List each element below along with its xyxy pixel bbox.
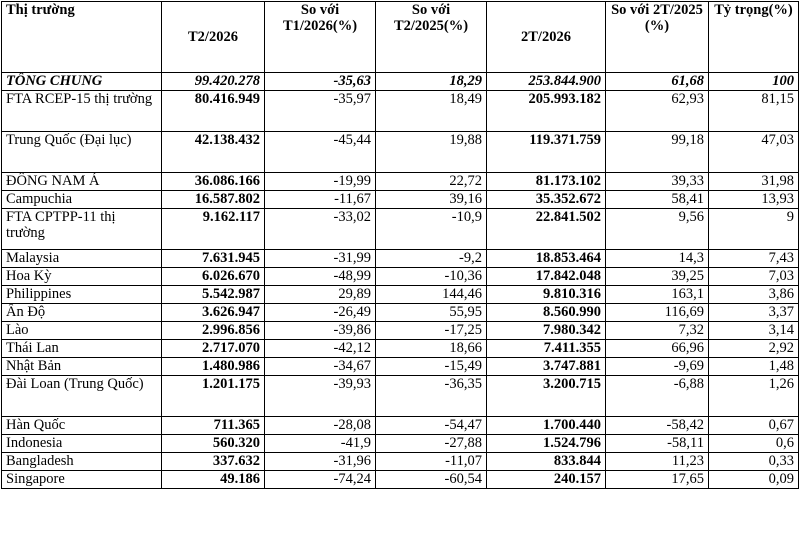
cell-t2-2026: 2.717.070 <box>162 340 265 358</box>
header-vs-t1-2026: So với T1/2026(%) <box>265 2 376 73</box>
cell-t2-2026: 7.631.945 <box>162 250 265 268</box>
cell-market: ĐÔNG NAM Á <box>2 173 162 191</box>
cell-vs-2t-2025: -58,42 <box>606 417 709 435</box>
cell-vs-t2-2025: 18,29 <box>376 73 487 91</box>
cell-2t-2026: 17.842.048 <box>487 268 606 286</box>
cell-share: 13,93 <box>709 191 799 209</box>
cell-t2-2026: 9.162.117 <box>162 209 265 250</box>
cell-vs-t1-2026: -35,63 <box>265 73 376 91</box>
cell-market: Indonesia <box>2 435 162 453</box>
cell-2t-2026: 240.157 <box>487 471 606 489</box>
cell-vs-t2-2025: -9,2 <box>376 250 487 268</box>
table-row <box>2 376 799 417</box>
table-row <box>2 191 799 209</box>
cell-vs-t1-2026: 29,89 <box>265 286 376 304</box>
table-row <box>2 268 799 286</box>
table-header-row <box>2 2 799 73</box>
cell-vs-t2-2025: 39,16 <box>376 191 487 209</box>
cell-t2-2026: 36.086.166 <box>162 173 265 191</box>
cell-vs-t2-2025: -60,54 <box>376 471 487 489</box>
cell-t2-2026: 5.542.987 <box>162 286 265 304</box>
cell-t2-2026: 2.996.856 <box>162 322 265 340</box>
cell-2t-2026: 833.844 <box>487 453 606 471</box>
header-share: Tỷ trọng(%) <box>709 2 799 73</box>
cell-vs-t1-2026: -39,86 <box>265 322 376 340</box>
cell-vs-2t-2025: 11,23 <box>606 453 709 471</box>
cell-share: 3,14 <box>709 322 799 340</box>
table-body <box>2 73 799 489</box>
cell-t2-2026: 1.201.175 <box>162 376 265 417</box>
cell-vs-2t-2025: 99,18 <box>606 132 709 173</box>
cell-t2-2026: 711.365 <box>162 417 265 435</box>
cell-market: FTA RCEP-15 thị trường <box>2 91 162 132</box>
cell-t2-2026: 42.138.432 <box>162 132 265 173</box>
cell-market: TỔNG CHUNG <box>2 73 162 91</box>
header-market: Thị trường <box>2 2 162 73</box>
cell-2t-2026: 3.200.715 <box>487 376 606 417</box>
cell-t2-2026: 1.480.986 <box>162 358 265 376</box>
table-row <box>2 91 799 132</box>
cell-share: 9 <box>709 209 799 250</box>
cell-t2-2026: 99.420.278 <box>162 73 265 91</box>
cell-2t-2026: 1.524.796 <box>487 435 606 453</box>
cell-t2-2026: 3.626.947 <box>162 304 265 322</box>
cell-vs-t1-2026: -45,44 <box>265 132 376 173</box>
cell-vs-2t-2025: 116,69 <box>606 304 709 322</box>
cell-share: 1,48 <box>709 358 799 376</box>
cell-vs-2t-2025: -58,11 <box>606 435 709 453</box>
cell-vs-t1-2026: -48,99 <box>265 268 376 286</box>
cell-vs-2t-2025: 39,33 <box>606 173 709 191</box>
cell-2t-2026: 8.560.990 <box>487 304 606 322</box>
table-row <box>2 304 799 322</box>
cell-share: 2,92 <box>709 340 799 358</box>
cell-share: 81,15 <box>709 91 799 132</box>
cell-share: 0,6 <box>709 435 799 453</box>
cell-t2-2026: 80.416.949 <box>162 91 265 132</box>
cell-share: 0,67 <box>709 417 799 435</box>
cell-vs-t2-2025: -10,36 <box>376 268 487 286</box>
cell-2t-2026: 3.747.881 <box>487 358 606 376</box>
table-row <box>2 73 799 91</box>
cell-market: Philippines <box>2 286 162 304</box>
cell-vs-t2-2025: 18,66 <box>376 340 487 358</box>
table-row <box>2 250 799 268</box>
cell-vs-t1-2026: -31,99 <box>265 250 376 268</box>
cell-share: 1,26 <box>709 376 799 417</box>
cell-vs-t2-2025: -17,25 <box>376 322 487 340</box>
cell-share: 0,09 <box>709 471 799 489</box>
cell-2t-2026: 205.993.182 <box>487 91 606 132</box>
table-row <box>2 322 799 340</box>
cell-share: 7,43 <box>709 250 799 268</box>
cell-market: Malaysia <box>2 250 162 268</box>
table-row <box>2 132 799 173</box>
cell-market: Bangladesh <box>2 453 162 471</box>
header-t2-2026: T2/2026 <box>162 2 265 73</box>
cell-vs-2t-2025: 66,96 <box>606 340 709 358</box>
cell-vs-t2-2025: 55,95 <box>376 304 487 322</box>
cell-vs-t1-2026: -42,12 <box>265 340 376 358</box>
cell-vs-2t-2025: 62,93 <box>606 91 709 132</box>
cell-vs-t1-2026: -35,97 <box>265 91 376 132</box>
cell-vs-t1-2026: -74,24 <box>265 471 376 489</box>
cell-t2-2026: 16.587.802 <box>162 191 265 209</box>
cell-vs-t2-2025: 22,72 <box>376 173 487 191</box>
cell-2t-2026: 22.841.502 <box>487 209 606 250</box>
table-row <box>2 471 799 489</box>
cell-share: 3,37 <box>709 304 799 322</box>
cell-vs-t2-2025: -27,88 <box>376 435 487 453</box>
cell-market: Hàn Quốc <box>2 417 162 435</box>
cell-2t-2026: 9.810.316 <box>487 286 606 304</box>
cell-vs-t1-2026: -34,67 <box>265 358 376 376</box>
cell-2t-2026: 35.352.672 <box>487 191 606 209</box>
cell-vs-t2-2025: -36,35 <box>376 376 487 417</box>
cell-vs-2t-2025: 17,65 <box>606 471 709 489</box>
cell-market: Thái Lan <box>2 340 162 358</box>
table-row <box>2 417 799 435</box>
cell-share: 7,03 <box>709 268 799 286</box>
cell-vs-t2-2025: -11,07 <box>376 453 487 471</box>
cell-market: FTA CPTPP-11 thị trường <box>2 209 162 250</box>
cell-vs-t1-2026: -33,02 <box>265 209 376 250</box>
cell-vs-2t-2025: -9,69 <box>606 358 709 376</box>
cell-vs-t2-2025: 19,88 <box>376 132 487 173</box>
cell-2t-2026: 1.700.440 <box>487 417 606 435</box>
table-row <box>2 358 799 376</box>
cell-vs-2t-2025: 9,56 <box>606 209 709 250</box>
cell-market: Ấn Độ <box>2 304 162 322</box>
cell-vs-t1-2026: -28,08 <box>265 417 376 435</box>
cell-vs-2t-2025: 58,41 <box>606 191 709 209</box>
cell-share: 100 <box>709 73 799 91</box>
market-table <box>1 1 799 489</box>
cell-t2-2026: 560.320 <box>162 435 265 453</box>
cell-vs-t1-2026: -11,67 <box>265 191 376 209</box>
cell-vs-t2-2025: -10,9 <box>376 209 487 250</box>
cell-market: Campuchia <box>2 191 162 209</box>
table-row <box>2 340 799 358</box>
cell-vs-t1-2026: -26,49 <box>265 304 376 322</box>
cell-vs-2t-2025: -6,88 <box>606 376 709 417</box>
cell-vs-t2-2025: -15,49 <box>376 358 487 376</box>
cell-share: 31,98 <box>709 173 799 191</box>
cell-t2-2026: 49.186 <box>162 471 265 489</box>
cell-market: Hoa Kỳ <box>2 268 162 286</box>
cell-market: Đài Loan (Trung Quốc) <box>2 376 162 417</box>
cell-vs-2t-2025: 39,25 <box>606 268 709 286</box>
cell-vs-2t-2025: 14,3 <box>606 250 709 268</box>
cell-vs-t1-2026: -41,9 <box>265 435 376 453</box>
cell-share: 0,33 <box>709 453 799 471</box>
cell-vs-t1-2026: -19,99 <box>265 173 376 191</box>
table-row <box>2 286 799 304</box>
cell-vs-2t-2025: 61,68 <box>606 73 709 91</box>
cell-vs-t2-2025: -54,47 <box>376 417 487 435</box>
cell-vs-t1-2026: -39,93 <box>265 376 376 417</box>
table-row <box>2 453 799 471</box>
cell-vs-t1-2026: -31,96 <box>265 453 376 471</box>
header-2t-2026: 2T/2026 <box>487 2 606 73</box>
cell-vs-2t-2025: 7,32 <box>606 322 709 340</box>
cell-share: 47,03 <box>709 132 799 173</box>
cell-vs-2t-2025: 163,1 <box>606 286 709 304</box>
cell-2t-2026: 119.371.759 <box>487 132 606 173</box>
header-vs-2t-2025: So với 2T/2025 (%) <box>606 2 709 73</box>
cell-market: Trung Quốc (Đại lục) <box>2 132 162 173</box>
cell-t2-2026: 337.632 <box>162 453 265 471</box>
cell-2t-2026: 253.844.900 <box>487 73 606 91</box>
cell-2t-2026: 18.853.464 <box>487 250 606 268</box>
table-row <box>2 173 799 191</box>
cell-2t-2026: 7.980.342 <box>487 322 606 340</box>
cell-market: Lào <box>2 322 162 340</box>
cell-2t-2026: 81.173.102 <box>487 173 606 191</box>
cell-t2-2026: 6.026.670 <box>162 268 265 286</box>
table-row <box>2 209 799 250</box>
cell-share: 3,86 <box>709 286 799 304</box>
cell-vs-t2-2025: 18,49 <box>376 91 487 132</box>
cell-market: Singapore <box>2 471 162 489</box>
header-vs-t2-2025: So với T2/2025(%) <box>376 2 487 73</box>
cell-vs-t2-2025: 144,46 <box>376 286 487 304</box>
table-row <box>2 435 799 453</box>
cell-2t-2026: 7.411.355 <box>487 340 606 358</box>
cell-market: Nhật Bản <box>2 358 162 376</box>
